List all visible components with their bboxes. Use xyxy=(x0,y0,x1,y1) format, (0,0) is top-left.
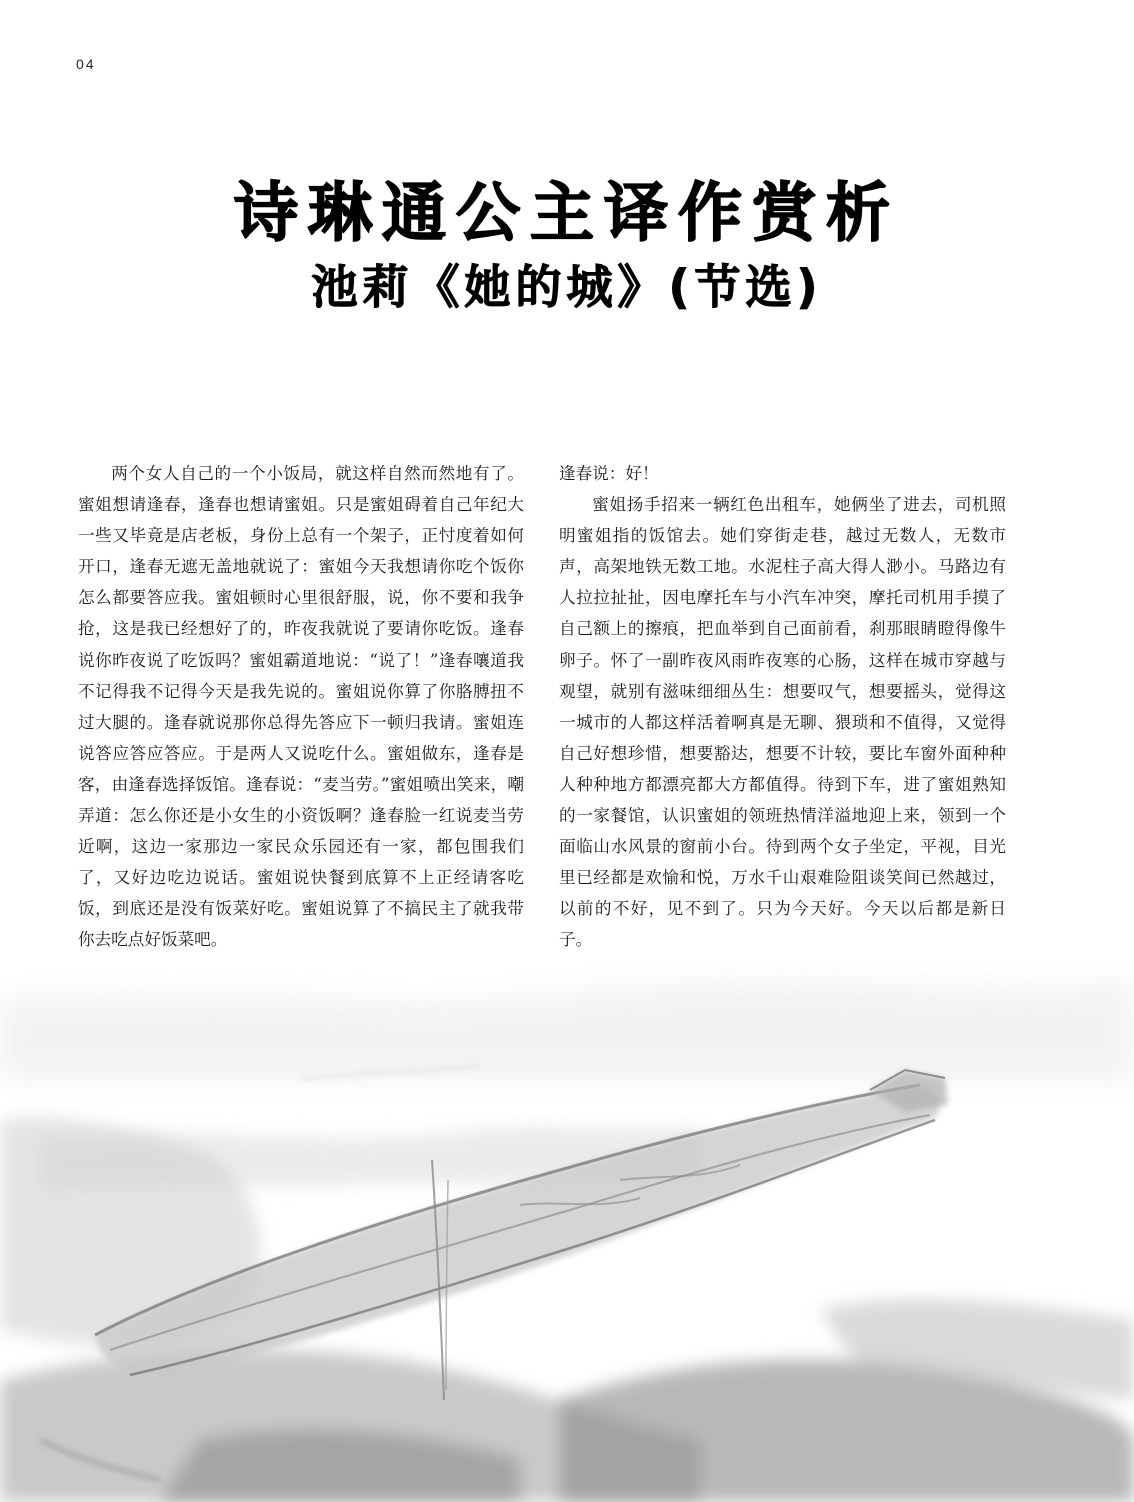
page-subtitle: 池莉《她的城》(节选) xyxy=(311,260,823,314)
article-paragraph: 蜜姐扬手招来一辆红色出租车，她俩坐了进去，司机照明蜜姐指的饭馆去。她们穿街走巷，越过无数人，无数市声，高架地铁无数工地。水泥柱子高大得人渺小。马路边有人拉拉扯扯，因电摩托车与小汽车冲突，摩托司机用手摸了自己额上的擦痕，把血举到自己面前看，刹那眼睛瞪得像牛卵子。怀了一副昨夜风雨昨夜寒的心肠，这样在城市穿越与观望，就别有滋味细细丛生：想要叹气，想要摇头，觉得这一城市的人都这样活着啊真是无聊、猥琐和不值得，又觉得自己好想珍惜，想要豁达，想要不计较，要比车窗外面种种人种种地方都漂亮都大方都值得。待到下车，进了蜜姐熟知的一家餐馆，认识蜜姐的领班热情洋溢地迎上来，领到一个面临山水风景的窗前小台。待到两个女子坐定，平视，目光里已经都是欢愉和悦，万水千山艰难险阻谈笑间已然越过，以前的不好，见不到了。只为今天好。今天以后都是新日子。 xyxy=(559,495,1006,950)
title-block xyxy=(0,172,1134,318)
article-right-column xyxy=(559,458,1006,956)
page-title: 诗琳通公主译作赏析 xyxy=(234,177,900,251)
ink-wash-boat-illustration xyxy=(0,880,1134,1502)
article-left-column xyxy=(78,458,524,956)
article-paragraph: 两个女人自己的一个小饭局，就这样自然而然地有了。蜜姐想请逢春，逢春也想请蜜姐。只是蜜姐碍着自己年纪大一些又毕竟是店老板，身份上总有一个架子，正忖度着如何开口，逢春无遮无盖地就说了：蜜姐今天我想请你吃个饭你怎么都要答应我。蜜姐顿时心里很舒服，说，你不要和我争抢，这是我已经想好了的，昨夜我就说了要请你吃饭。逢春说你昨夜说了吃饭吗？蜜姐霸道地说：“说了！”逢春嚷道我不记得我不记得今天是我先说的。蜜姐说你算了你胳膊扭不过大腿的。逢春就说那你总得先答应下一顿归我请。蜜姐连说答应答应答应。于是两人又说吃什么。蜜姐做东，逢春是客，由逢春选择饭馆。逢春说：“麦当劳。”蜜姐喷出笑来，嘲弄道：怎么你还是小女生的小资饭啊？逢春脸一红说麦当劳近啊，这边一家那边一家民众乐园还有一家，都包围我们了，又好边吃边说话。蜜姐说快餐到底算不上正经请客吃饭，到底还是没有饭菜好吃。蜜姐说算了不搞民主了就我带你去吃点好饭菜吧。 xyxy=(78,464,524,950)
article-paragraph-continuation: 逢春说：好！ xyxy=(559,464,659,483)
page-number: 04 xyxy=(76,56,96,72)
